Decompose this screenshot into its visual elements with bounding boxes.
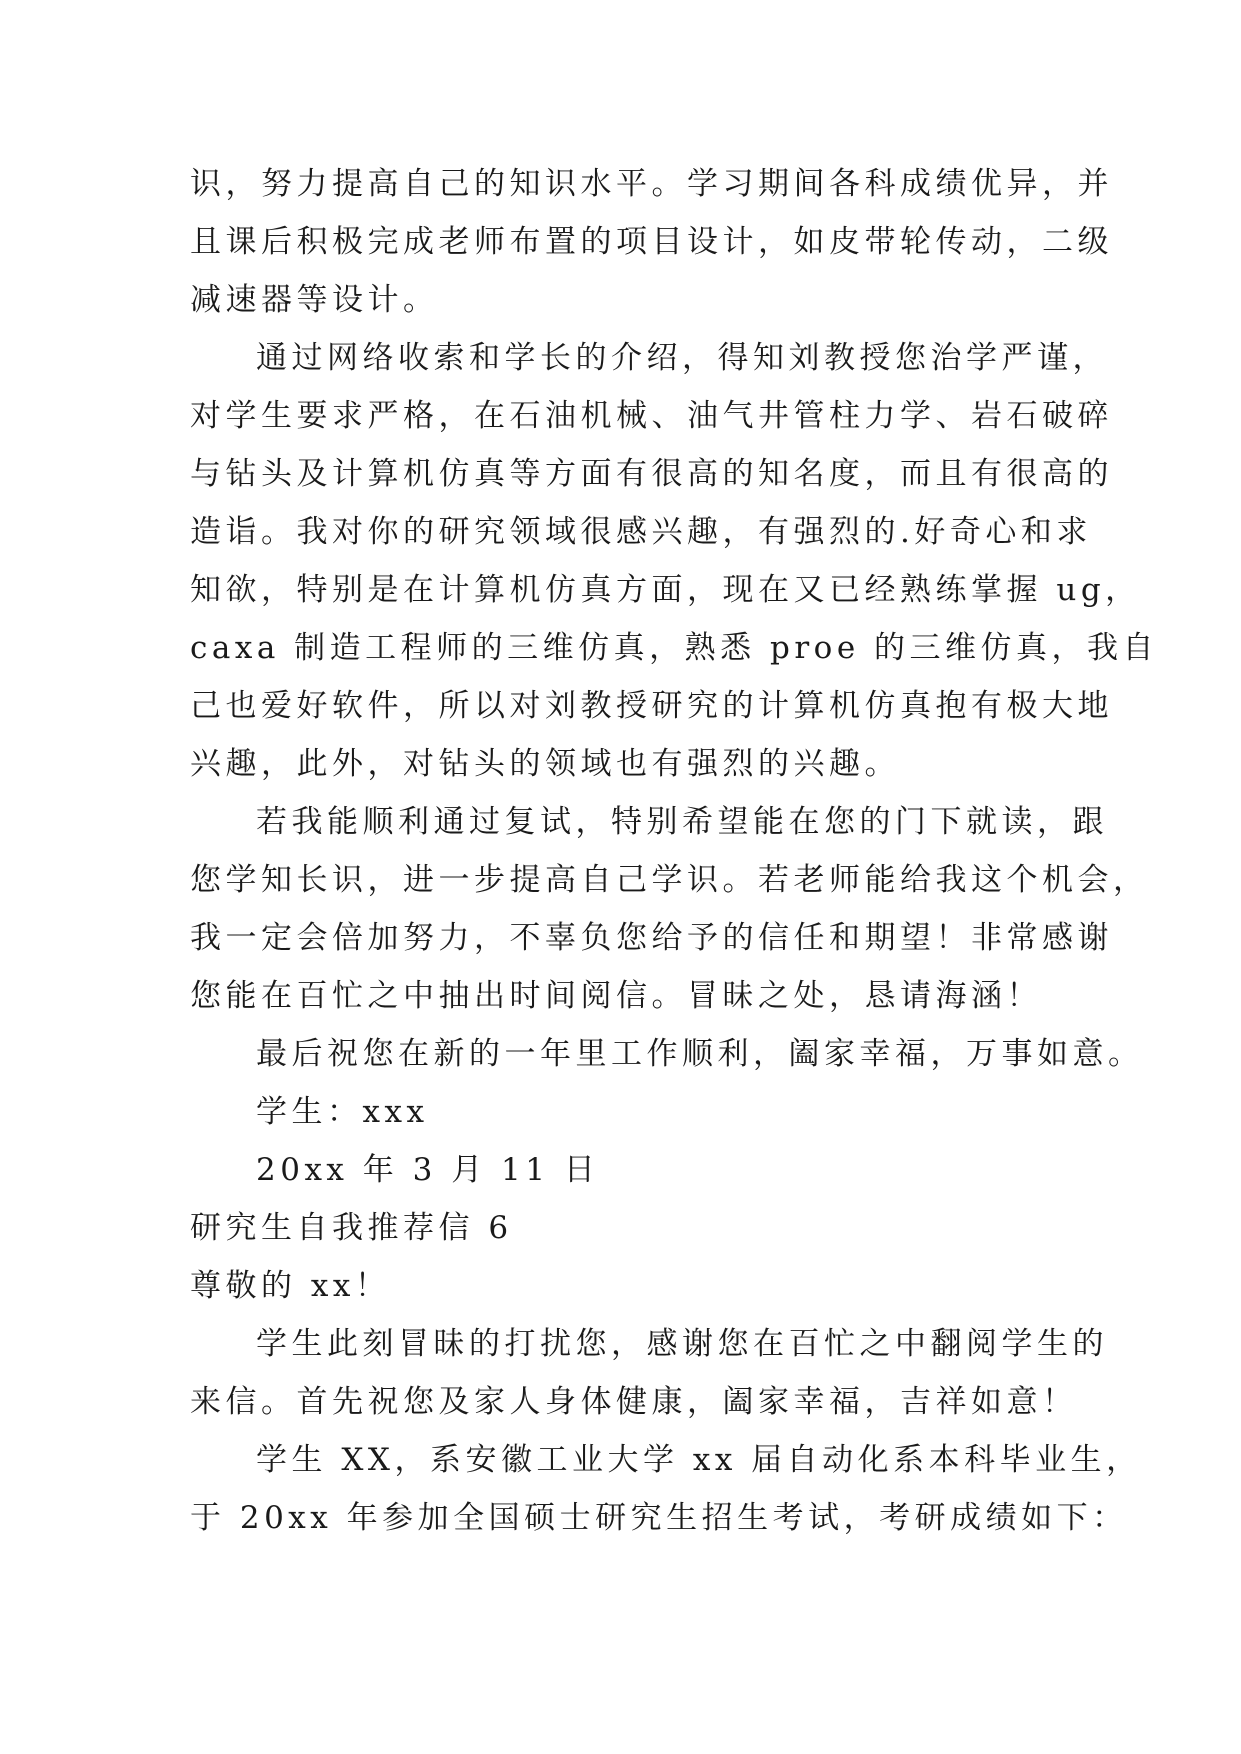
text-line: 您能在百忙之中抽出时间阅信。冒昧之处，恳请海涵！ [190,978,1042,1014]
text-line: 且课后积极完成老师布置的项目设计，如皮带轮传动，二级 [190,224,1113,260]
paragraph-start: 学生 XX，系安徽工业大学 xx 届自动化系本科毕业生， [256,1442,1142,1478]
text-line: 知欲，特别是在计算机仿真方面，现在又已经熟练掌握 ug， [190,572,1141,608]
text-line: caxa 制造工程师的三维仿真，熟悉 proe 的三维仿真，我自 [190,630,1159,666]
paragraph-start: 学生此刻冒昧的打扰您，感谢您在百忙之中翻阅学生的 [256,1326,1108,1362]
text-line: 造诣。我对你的研究领域很感兴趣，有强烈的.好奇心和求 [190,514,1092,550]
date: 20xx 年 3 月 11 日 [256,1152,600,1188]
text-line: 兴趣，此外，对钻头的领域也有强烈的兴趣。 [190,746,900,782]
text-line: 己也爱好软件，所以对刘教授研究的计算机仿真抱有极大地 [190,688,1113,724]
text-line: 于 20xx 年参加全国硕士研究生招生考试，考研成绩如下： [190,1500,1128,1536]
text-line: 识，努力提高自己的知识水平。学习期间各科成绩优异，并 [190,166,1113,202]
paragraph-start: 若我能顺利通过复试，特别希望能在您的门下就读，跟 [256,804,1108,840]
text-line: 对学生要求严格，在石油机械、油气井管柱力学、岩石破碎 [190,398,1113,434]
signature: 学生：xxx [256,1094,429,1130]
salutation: 尊敬的 xx！ [190,1268,391,1304]
text-line: 我一定会倍加努力，不辜负您给予的信任和期望！非常感谢 [190,920,1113,956]
text-line: 您学知长识，进一步提高自己学识。若老师能给我这个机会， [190,862,1149,898]
section-title: 研究生自我推荐信 6 [190,1210,513,1246]
closing-wishes: 最后祝您在新的一年里工作顺利，阖家幸福，万事如意。 [256,1036,1144,1072]
paragraph-start: 通过网络收索和学长的介绍，得知刘教授您治学严谨， [256,340,1108,376]
text-line: 与钻头及计算机仿真等方面有很高的知名度，而且有很高的 [190,456,1113,492]
text-line: 减速器等设计。 [190,282,439,318]
text-line: 来信。首先祝您及家人身体健康，阖家幸福，吉祥如意！ [190,1384,1078,1420]
